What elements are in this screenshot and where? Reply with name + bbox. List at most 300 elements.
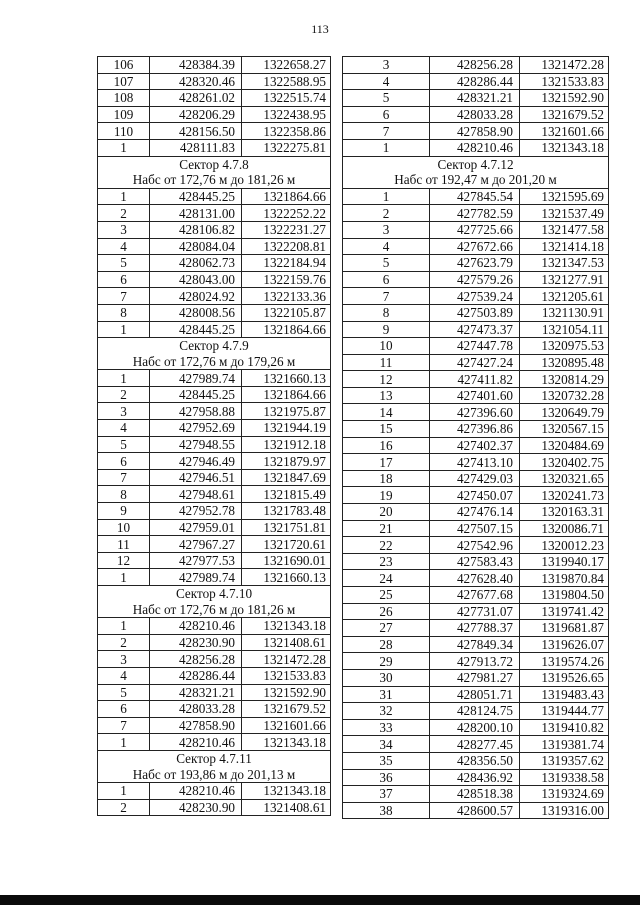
table-row	[98, 799, 331, 816]
x-coordinate-cell: 428008.56	[150, 304, 242, 321]
point-number-cell: 18	[343, 470, 430, 487]
y-coordinate-cell: 1321944.19	[242, 420, 331, 437]
point-number-cell: 7	[98, 469, 150, 486]
point-number-cell: 20	[343, 504, 430, 521]
x-coordinate-cell: 427958.88	[150, 403, 242, 420]
point-number-cell: 4	[343, 238, 430, 255]
table-row	[98, 188, 331, 205]
y-coordinate-cell: 1322133.36	[242, 288, 331, 305]
y-coordinate-cell: 1320732.28	[520, 387, 609, 404]
point-number-cell: 3	[343, 221, 430, 238]
table-row	[343, 73, 609, 90]
table-row	[98, 701, 331, 718]
point-number-cell: 3	[98, 403, 150, 420]
y-coordinate-cell: 1321679.52	[242, 701, 331, 718]
y-coordinate-cell: 1321277.91	[520, 271, 609, 288]
table-row	[343, 636, 609, 653]
point-number-cell: 5	[98, 436, 150, 453]
table-row	[343, 437, 609, 454]
point-number-cell: 14	[343, 404, 430, 421]
y-coordinate-cell: 1321408.61	[242, 799, 331, 816]
point-number-cell: 10	[343, 338, 430, 355]
table-row	[98, 436, 331, 453]
x-coordinate-cell: 427450.07	[430, 487, 520, 504]
point-number-cell: 31	[343, 686, 430, 703]
x-coordinate-cell: 428051.71	[430, 686, 520, 703]
y-coordinate-cell: 1321343.18	[520, 139, 609, 156]
y-coordinate-cell: 1321751.81	[242, 519, 331, 536]
point-number-cell: 7	[343, 288, 430, 305]
x-coordinate-cell: 427539.24	[430, 288, 520, 305]
y-coordinate-cell: 1319316.00	[520, 802, 609, 819]
table-row	[98, 90, 331, 107]
table-row	[98, 536, 331, 553]
y-coordinate-cell: 1321660.13	[242, 370, 331, 387]
x-coordinate-cell: 427413.10	[430, 454, 520, 471]
point-number-cell: 32	[343, 703, 430, 720]
table-row	[98, 667, 331, 684]
table-row	[98, 57, 331, 74]
y-coordinate-cell: 1319410.82	[520, 719, 609, 736]
table-row	[343, 686, 609, 703]
point-number-cell: 12	[98, 552, 150, 569]
table-row	[98, 321, 331, 338]
y-coordinate-cell: 1322515.74	[242, 90, 331, 107]
sector-title: Сектор 4.7.9	[98, 338, 331, 354]
point-number-cell: 10	[98, 519, 150, 536]
y-coordinate-cell: 1321477.58	[520, 221, 609, 238]
x-coordinate-cell: 427579.26	[430, 271, 520, 288]
x-coordinate-cell: 428321.21	[430, 90, 520, 107]
x-coordinate-cell: 428384.39	[150, 57, 242, 74]
x-coordinate-cell: 428210.46	[150, 618, 242, 635]
y-coordinate-cell: 1320241.73	[520, 487, 609, 504]
x-coordinate-cell: 427396.60	[430, 404, 520, 421]
right-coordinates-column	[342, 56, 609, 819]
point-number-cell: 4	[98, 420, 150, 437]
table-row	[343, 570, 609, 587]
table-row	[98, 271, 331, 288]
x-coordinate-cell: 427948.55	[150, 436, 242, 453]
point-number-cell: 29	[343, 653, 430, 670]
x-coordinate-cell: 428286.44	[430, 73, 520, 90]
point-number-cell: 5	[98, 684, 150, 701]
table-row	[343, 338, 609, 355]
table-row	[343, 57, 609, 74]
x-coordinate-cell: 427411.82	[430, 371, 520, 388]
point-number-cell: 108	[98, 90, 150, 107]
sector-elevation-row	[98, 767, 331, 783]
table-row	[343, 106, 609, 123]
table-row	[98, 734, 331, 751]
point-number-cell: 16	[343, 437, 430, 454]
y-coordinate-cell: 1319324.69	[520, 786, 609, 803]
table-row	[98, 304, 331, 321]
y-coordinate-cell: 1322275.81	[242, 139, 331, 156]
x-coordinate-cell: 427946.49	[150, 453, 242, 470]
table-row	[343, 238, 609, 255]
table-row	[343, 188, 609, 205]
x-coordinate-cell: 428230.90	[150, 634, 242, 651]
x-coordinate-cell: 428062.73	[150, 255, 242, 272]
left-table-body	[98, 57, 331, 816]
point-number-cell: 1	[98, 783, 150, 800]
table-row	[343, 736, 609, 753]
table-row	[98, 783, 331, 800]
sector-title: Сектор 4.7.10	[98, 586, 331, 602]
y-coordinate-cell: 1321660.13	[242, 569, 331, 586]
table-row	[98, 420, 331, 437]
point-number-cell: 36	[343, 769, 430, 786]
x-coordinate-cell: 428210.46	[150, 783, 242, 800]
x-coordinate-cell: 428084.04	[150, 238, 242, 255]
table-row	[98, 221, 331, 238]
table-row	[343, 752, 609, 769]
y-coordinate-cell: 1320402.75	[520, 454, 609, 471]
x-coordinate-cell: 428356.50	[430, 752, 520, 769]
table-row	[98, 453, 331, 470]
x-coordinate-cell: 427788.37	[430, 620, 520, 637]
sector-elevation-range: Набс от 172,76 м до 181,26 м	[98, 172, 331, 188]
y-coordinate-cell: 1321472.28	[520, 57, 609, 74]
y-coordinate-cell: 1319804.50	[520, 587, 609, 604]
table-row	[343, 90, 609, 107]
y-coordinate-cell: 1321408.61	[242, 634, 331, 651]
y-coordinate-cell: 1321864.66	[242, 188, 331, 205]
point-number-cell: 5	[343, 255, 430, 272]
x-coordinate-cell: 428200.10	[430, 719, 520, 736]
y-coordinate-cell: 1321690.01	[242, 552, 331, 569]
table-row	[343, 470, 609, 487]
table-row	[98, 386, 331, 403]
table-row	[343, 288, 609, 305]
y-coordinate-cell: 1321592.90	[520, 90, 609, 107]
point-number-cell: 11	[343, 354, 430, 371]
table-row	[98, 519, 331, 536]
table-row	[343, 537, 609, 554]
x-coordinate-cell: 427672.66	[430, 238, 520, 255]
table-row	[343, 404, 609, 421]
y-coordinate-cell: 1321592.90	[242, 684, 331, 701]
point-number-cell: 4	[343, 73, 430, 90]
table-row	[343, 786, 609, 803]
y-coordinate-cell: 1321472.28	[242, 651, 331, 668]
point-number-cell: 4	[98, 667, 150, 684]
y-coordinate-cell: 1320567.15	[520, 421, 609, 438]
x-coordinate-cell: 428445.25	[150, 321, 242, 338]
point-number-cell: 7	[98, 288, 150, 305]
x-coordinate-cell: 428230.90	[150, 799, 242, 816]
table-row	[343, 454, 609, 471]
y-coordinate-cell: 1319574.26	[520, 653, 609, 670]
table-row	[98, 469, 331, 486]
table-row	[98, 139, 331, 156]
table-row	[98, 486, 331, 503]
point-number-cell: 1	[98, 370, 150, 387]
point-number-cell: 19	[343, 487, 430, 504]
y-coordinate-cell: 1319626.07	[520, 636, 609, 653]
y-coordinate-cell: 1319681.87	[520, 620, 609, 637]
y-coordinate-cell: 1321533.83	[520, 73, 609, 90]
y-coordinate-cell: 1321879.97	[242, 453, 331, 470]
point-number-cell: 1	[98, 139, 150, 156]
table-row	[343, 221, 609, 238]
sector-title-row	[98, 156, 331, 172]
sector-elevation-range: Набс от 193,86 м до 201,13 м	[98, 767, 331, 783]
table-row	[98, 288, 331, 305]
table-row	[98, 370, 331, 387]
x-coordinate-cell: 428124.75	[430, 703, 520, 720]
point-number-cell: 110	[98, 123, 150, 140]
table-row	[343, 669, 609, 686]
y-coordinate-cell: 1321601.66	[520, 123, 609, 140]
table-row	[343, 487, 609, 504]
x-coordinate-cell: 427401.60	[430, 387, 520, 404]
table-row	[343, 255, 609, 272]
point-number-cell: 28	[343, 636, 430, 653]
table-row	[98, 684, 331, 701]
y-coordinate-cell: 1321130.91	[520, 304, 609, 321]
x-coordinate-cell: 427731.07	[430, 603, 520, 620]
x-coordinate-cell: 428320.46	[150, 73, 242, 90]
table-row	[343, 719, 609, 736]
y-coordinate-cell: 1322231.27	[242, 221, 331, 238]
point-number-cell: 2	[98, 799, 150, 816]
left-coordinates-table	[97, 56, 331, 816]
table-row	[98, 503, 331, 520]
point-number-cell: 21	[343, 520, 430, 537]
page-number: 113	[311, 22, 329, 36]
table-row	[343, 354, 609, 371]
x-coordinate-cell: 427946.51	[150, 469, 242, 486]
x-coordinate-cell: 427913.72	[430, 653, 520, 670]
x-coordinate-cell: 427959.01	[150, 519, 242, 536]
x-coordinate-cell: 428256.28	[430, 57, 520, 74]
table-row	[343, 371, 609, 388]
x-coordinate-cell: 427507.15	[430, 520, 520, 537]
scan-bottom-edge	[0, 895, 640, 905]
x-coordinate-cell: 428210.46	[430, 139, 520, 156]
table-row	[343, 321, 609, 338]
y-coordinate-cell: 1321864.66	[242, 321, 331, 338]
table-row	[98, 717, 331, 734]
point-number-cell: 13	[343, 387, 430, 404]
x-coordinate-cell: 427628.40	[430, 570, 520, 587]
sector-title-row	[98, 750, 331, 766]
x-coordinate-cell: 427402.37	[430, 437, 520, 454]
sector-title-row	[343, 156, 609, 172]
x-coordinate-cell: 427447.78	[430, 338, 520, 355]
table-row	[98, 634, 331, 651]
x-coordinate-cell: 427583.43	[430, 553, 520, 570]
y-coordinate-cell: 1320086.71	[520, 520, 609, 537]
y-coordinate-cell: 1321343.18	[242, 783, 331, 800]
x-coordinate-cell: 427623.79	[430, 255, 520, 272]
point-number-cell: 35	[343, 752, 430, 769]
x-coordinate-cell: 427989.74	[150, 370, 242, 387]
y-coordinate-cell: 1319381.74	[520, 736, 609, 753]
x-coordinate-cell: 428033.28	[430, 106, 520, 123]
table-row	[343, 653, 609, 670]
x-coordinate-cell: 427989.74	[150, 569, 242, 586]
y-coordinate-cell: 1319357.62	[520, 752, 609, 769]
y-coordinate-cell: 1322105.87	[242, 304, 331, 321]
x-coordinate-cell: 427977.53	[150, 552, 242, 569]
point-number-cell: 6	[98, 453, 150, 470]
y-coordinate-cell: 1321720.61	[242, 536, 331, 553]
y-coordinate-cell: 1321347.53	[520, 255, 609, 272]
y-coordinate-cell: 1321054.11	[520, 321, 609, 338]
x-coordinate-cell: 427967.27	[150, 536, 242, 553]
table-row	[98, 238, 331, 255]
x-coordinate-cell: 428043.00	[150, 271, 242, 288]
sector-title: Сектор 4.7.12	[343, 156, 609, 172]
point-number-cell: 6	[98, 701, 150, 718]
y-coordinate-cell: 1321847.69	[242, 469, 331, 486]
y-coordinate-cell: 1321205.61	[520, 288, 609, 305]
point-number-cell: 5	[343, 90, 430, 107]
point-number-cell: 9	[343, 321, 430, 338]
sector-elevation-row	[98, 172, 331, 188]
y-coordinate-cell: 1322438.95	[242, 106, 331, 123]
x-coordinate-cell: 427476.14	[430, 504, 520, 521]
point-number-cell: 6	[343, 271, 430, 288]
y-coordinate-cell: 1322658.27	[242, 57, 331, 74]
y-coordinate-cell: 1322208.81	[242, 238, 331, 255]
y-coordinate-cell: 1321414.18	[520, 238, 609, 255]
x-coordinate-cell: 427858.90	[430, 123, 520, 140]
table-row	[343, 587, 609, 604]
table-row	[343, 205, 609, 222]
x-coordinate-cell: 427952.69	[150, 420, 242, 437]
table-row	[98, 651, 331, 668]
x-coordinate-cell: 428600.57	[430, 802, 520, 819]
sector-title: Сектор 4.7.11	[98, 750, 331, 766]
table-row	[98, 618, 331, 635]
x-coordinate-cell: 428131.00	[150, 205, 242, 222]
y-coordinate-cell: 1319741.42	[520, 603, 609, 620]
point-number-cell: 2	[98, 386, 150, 403]
point-number-cell: 25	[343, 587, 430, 604]
y-coordinate-cell: 1321595.69	[520, 188, 609, 205]
x-coordinate-cell: 427542.96	[430, 537, 520, 554]
x-coordinate-cell: 427782.59	[430, 205, 520, 222]
point-number-cell: 109	[98, 106, 150, 123]
x-coordinate-cell: 427503.89	[430, 304, 520, 321]
point-number-cell: 1	[98, 321, 150, 338]
y-coordinate-cell: 1319444.77	[520, 703, 609, 720]
point-number-cell: 1	[98, 734, 150, 751]
point-number-cell: 1	[343, 188, 430, 205]
x-coordinate-cell: 427429.03	[430, 470, 520, 487]
point-number-cell: 11	[98, 536, 150, 553]
point-number-cell: 2	[343, 205, 430, 222]
y-coordinate-cell: 1322358.86	[242, 123, 331, 140]
point-number-cell: 3	[343, 57, 430, 74]
y-coordinate-cell: 1321533.83	[242, 667, 331, 684]
point-number-cell: 7	[343, 123, 430, 140]
table-row	[98, 552, 331, 569]
point-number-cell: 8	[98, 304, 150, 321]
point-number-cell: 1	[98, 618, 150, 635]
table-row	[98, 569, 331, 586]
x-coordinate-cell: 428436.92	[430, 769, 520, 786]
point-number-cell: 30	[343, 669, 430, 686]
point-number-cell: 22	[343, 537, 430, 554]
table-row	[343, 123, 609, 140]
point-number-cell: 2	[98, 205, 150, 222]
table-row	[98, 403, 331, 420]
x-coordinate-cell: 427725.66	[430, 221, 520, 238]
y-coordinate-cell: 1321679.52	[520, 106, 609, 123]
x-coordinate-cell: 427473.37	[430, 321, 520, 338]
point-number-cell: 17	[343, 454, 430, 471]
y-coordinate-cell: 1321815.49	[242, 486, 331, 503]
point-number-cell: 15	[343, 421, 430, 438]
table-row	[343, 304, 609, 321]
y-coordinate-cell: 1321343.18	[242, 734, 331, 751]
y-coordinate-cell: 1320895.48	[520, 354, 609, 371]
x-coordinate-cell: 428033.28	[150, 701, 242, 718]
y-coordinate-cell: 1321783.48	[242, 503, 331, 520]
table-row	[343, 769, 609, 786]
point-number-cell: 33	[343, 719, 430, 736]
right-coordinates-table	[342, 56, 609, 819]
x-coordinate-cell: 428286.44	[150, 667, 242, 684]
y-coordinate-cell: 1319483.43	[520, 686, 609, 703]
x-coordinate-cell: 428206.29	[150, 106, 242, 123]
sector-title-row	[98, 586, 331, 602]
table-row	[98, 73, 331, 90]
x-coordinate-cell: 427858.90	[150, 717, 242, 734]
point-number-cell: 6	[343, 106, 430, 123]
x-coordinate-cell: 428445.25	[150, 386, 242, 403]
y-coordinate-cell: 1321537.49	[520, 205, 609, 222]
point-number-cell: 34	[343, 736, 430, 753]
y-coordinate-cell: 1322159.76	[242, 271, 331, 288]
point-number-cell: 1	[98, 188, 150, 205]
y-coordinate-cell: 1320012.23	[520, 537, 609, 554]
right-table-body	[343, 57, 609, 819]
x-coordinate-cell: 427952.78	[150, 503, 242, 520]
point-number-cell: 12	[343, 371, 430, 388]
x-coordinate-cell: 427677.68	[430, 587, 520, 604]
x-coordinate-cell: 428024.92	[150, 288, 242, 305]
sector-title: Сектор 4.7.8	[98, 156, 331, 172]
point-number-cell: 107	[98, 73, 150, 90]
x-coordinate-cell: 428210.46	[150, 734, 242, 751]
y-coordinate-cell: 1319870.84	[520, 570, 609, 587]
sector-elevation-row	[343, 172, 609, 188]
table-row	[343, 620, 609, 637]
x-coordinate-cell: 428256.28	[150, 651, 242, 668]
table-row	[343, 520, 609, 537]
x-coordinate-cell: 427948.61	[150, 486, 242, 503]
y-coordinate-cell: 1319338.58	[520, 769, 609, 786]
point-number-cell: 24	[343, 570, 430, 587]
y-coordinate-cell: 1322252.22	[242, 205, 331, 222]
point-number-cell: 106	[98, 57, 150, 74]
point-number-cell: 3	[98, 651, 150, 668]
x-coordinate-cell: 427845.54	[430, 188, 520, 205]
sector-elevation-row	[98, 602, 331, 618]
table-row	[343, 504, 609, 521]
sector-elevation-range: Набс от 172,76 м до 179,26 м	[98, 354, 331, 370]
y-coordinate-cell: 1319940.17	[520, 553, 609, 570]
y-coordinate-cell: 1320484.69	[520, 437, 609, 454]
x-coordinate-cell: 427981.27	[430, 669, 520, 686]
table-row	[98, 123, 331, 140]
